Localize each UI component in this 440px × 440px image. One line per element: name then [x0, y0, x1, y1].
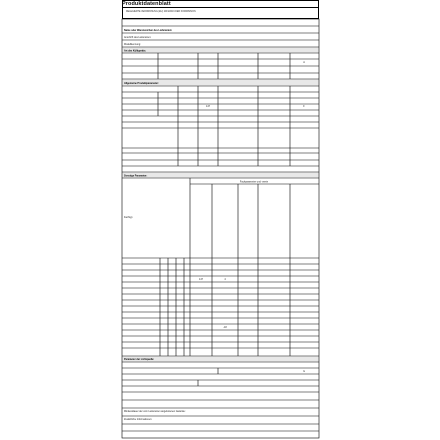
warranty-label: Mindestdauer der vom Lieferanten angebotenen Garantie: [124, 410, 186, 413]
energy-class-value: F [303, 105, 305, 108]
general-params-label: Allgemeine Produktparameter: [124, 82, 159, 85]
document-title: Produktdatenblatt [122, 1, 171, 7]
other-params-label: Sonstige Parameter: [124, 174, 148, 178]
document-subtitle: DELEGIERTE VERORDNUNG (EU) 2019/2016 DER KOMMISSION [126, 11, 196, 13]
compartment-type-label: Fachtyp [124, 216, 133, 219]
supplier-label: Name oder Warenzeichen des Lieferanten: [124, 29, 173, 32]
freezer-temp-value: -18 [223, 326, 227, 329]
light-source-label: Parameter der Lichtquelle: [124, 358, 155, 361]
fridge-volume-value: 147 [199, 278, 203, 281]
volume-value: 147 [206, 105, 210, 108]
appliance-type-label: Art des Kühlgeräts: [124, 49, 147, 53]
address-label: Anschrift des Lieferanten: [124, 36, 152, 39]
light-class-value: G [303, 370, 305, 373]
additional-info-label: Zusätzliche Informationen: [124, 418, 153, 421]
noise-class-value: A [303, 61, 305, 64]
compartment-header-label: Fachparameter und -werte [239, 180, 269, 184]
model-label: Modellkennung: [124, 43, 141, 46]
fridge-temp-value: 4 [224, 278, 226, 281]
